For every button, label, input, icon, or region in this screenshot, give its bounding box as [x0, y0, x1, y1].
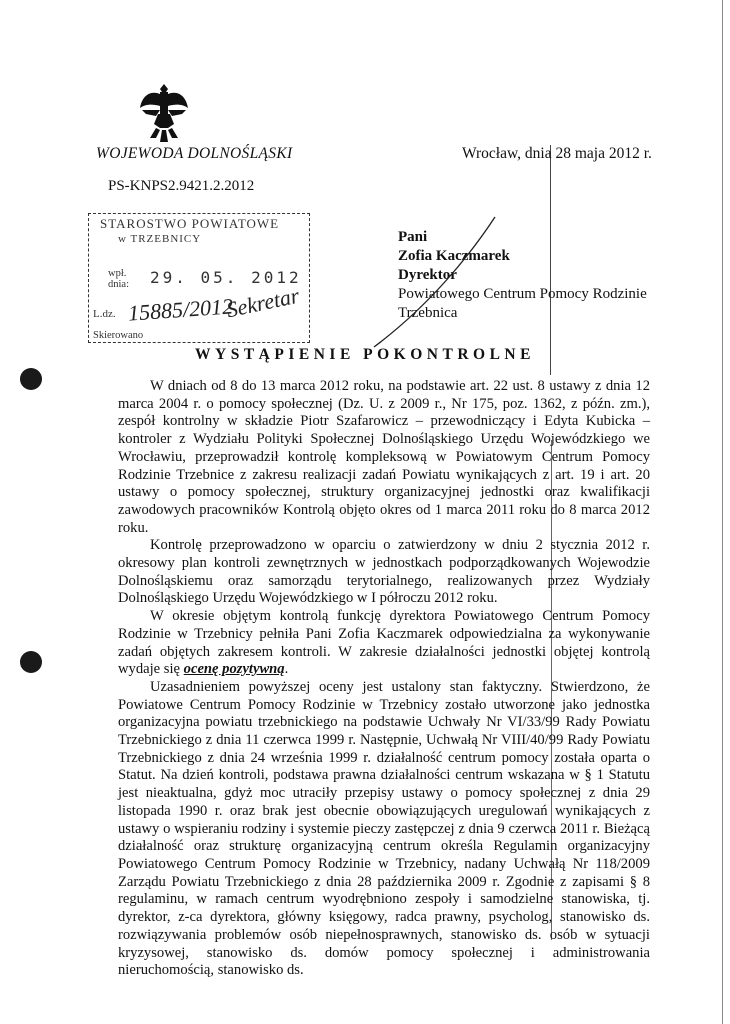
paragraph-text: W okresie objętym kontrolą funkcję dyrektora Powiatowego Centrum Pomocy Rodzinie w Trzebnicy pełniła Pani Zofia Kaczmarek odpowiedzialna za wykonywanie zadań objętych zakresem kontroli. W zakresie działalności jednostki objętej kontrolą wydaje się — [118, 608, 650, 678]
handwritten-note: Sekretar — [224, 282, 302, 323]
stamp-received-label: wpł. dnia: — [108, 268, 129, 290]
stamp-office: STAROSTWO POWIATOWE — [100, 216, 280, 231]
place-date: Wrocław, dnia 28 maja 2012 r. — [462, 145, 652, 162]
reference-number: PS-KNPS2.9421.2.2012 — [108, 178, 255, 194]
stamp-date: 29. 05. 2012 — [150, 268, 302, 287]
stamp-ldz-label: L.dz. — [93, 308, 116, 320]
paragraph-end: . — [284, 661, 289, 678]
document-title: WYSTĄPIENIE POKONTROLNE — [195, 346, 535, 363]
punch-hole — [20, 651, 42, 673]
handwritten-slash-mark — [370, 215, 500, 350]
stamp-city: w TRZEBNICY — [118, 233, 202, 245]
addressee-position: Dyrektor — [398, 267, 457, 283]
addressee-institution: Powiatowego Centrum Pomocy Rodzinie — [398, 286, 647, 302]
addressee-city: Trzebnica — [398, 305, 458, 321]
paragraph: Kontrolę przeprowadzono w oparciu o zatwierdzony w dniu 2 stycznia 2012 r. okresowy plan kontroli zewnętrznych w jednostkach podporządkowanych Wojewodzie Dolnośląskiemu oraz samorządu terytorialnego, realizowanych przez Wydziały Dolnośląskiego Urzędu Wojewódzkiego w I półroczu 2012 roku. — [118, 537, 650, 607]
document-body — [118, 378, 650, 980]
paragraph — [118, 608, 650, 679]
stamp-forwarded-label: Skierowano — [93, 330, 144, 341]
paragraph: Uzasadnieniem powyższej oceny jest ustalony stan faktyczny. Stwierdzono, że Powiatowe Centrum Pomocy Rodzinie w Trzebnicy zostało utworzone jako jednostka organizacyjna powiatu trzebnickiego na podstawie Uchwały Nr VI/33/99 Rady Powiatu Trzebnickiego z dnia 11 czerwca 1999 r. Następnie, Uchwałą Nr VIII/40/99 Rady Powiatu Trzebnickiego z dnia 24 września 1999 r. działalność centrum pomocy została oparta o Statut. Na dzień kontroli, podstawa prawna działalności centrum wskazana w § 1 Statutu jest nieaktualna, gdyż moc utraciły przepisy ustawy o pomocy społecznej z dnia 29 listopada 1990 r. oraz brak jest obecnie obowiązujących uregulowań wynikających z ustawy o wspieraniu rodziny i systemie pieczy zastępczej z dnia 9 czerwca 2011 r. Bieżącą działalność oraz strukturę organizacyjną centrum określa Regulamin organizacyjny Powiatowego Centrum Pomocy Rodzinie w Trzebnicy, nadany Uchwałą Nr 118/2009 Zarządu Powiatu Trzebnickiego z dnia 28 października 2009 r. Zgodnie z zapisami § 8 regulaminu, w ramach centrum wyodrębniono zespoły i samodzielne stanowiska, tj. dyrektor, z-ca dyrektora, główny księgowy, radca prawny, psycholog, stanowisko ds. rozwiązywania problemów osób niepełnosprawnych, stanowisko ds. osób w sytuacji kryzysowej, stanowisko ds. domów pomocy społecznej i administrowania nieruchomością, stanowisko ds. — [118, 678, 650, 979]
handwritten-ldz-number: 15885/2012 — [127, 293, 234, 326]
addressee-name: Zofia Kaczmarek — [398, 248, 510, 264]
scan-line — [722, 0, 723, 1024]
eagle-emblem-icon — [138, 82, 190, 144]
addressee-salutation: Pani — [398, 229, 428, 245]
evaluation-text: ocenę pozytywną — [183, 661, 285, 678]
paragraph: W dniach od 8 do 13 marca 2012 roku, na podstawie art. 22 ust. 8 ustawy z dnia 12 marca 2004 r. o pomocy społecznej (Dz. U. z 2009 r., Nr 175, poz. 1362, z późn. zm.), zespół kontrolny w składzie Piotr Szafarowicz – przewodniczący i Edyta Kubicka – kontroler z Wydziału Polityki Społecznej Dolnośląskiego Urzędu Wojewódzkiego we Wrocławiu, przeprowadził kontrolę kompleksową w Powiatowym Centrum Pomocy Rodzinie Trzebnice z zakresu realizacji zadań Powiatu wynikających z art. 19 i art. 20 ustawy o pomocy społecznej, struktury organizacyjnej jednostki oraz kwalifikacji zawodowych pracowników Kontrolą objęto okres od 1 marca 2011 roku do 8 marca 2012 roku. — [118, 378, 650, 536]
punch-hole — [20, 368, 42, 390]
voivode-header: WOJEWODA DOLNOŚLĄSKI — [96, 145, 293, 162]
